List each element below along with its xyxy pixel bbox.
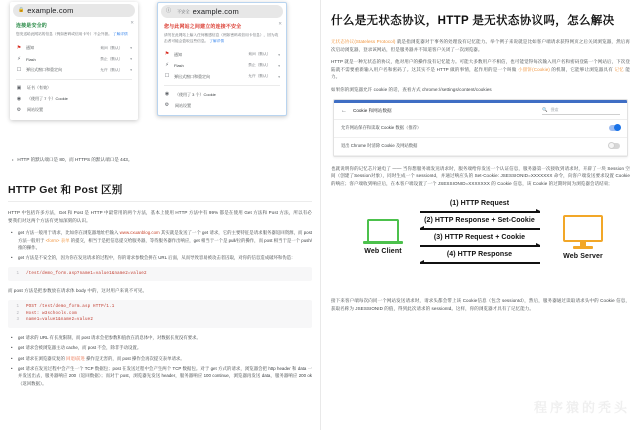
site-info-popup-secure[interactable] (10, 2, 138, 120)
popup-title: 您与此网站之间建立的连接不安全 (164, 24, 242, 30)
list-item (18, 355, 312, 362)
popup-description (16, 32, 132, 38)
popup-title: 连接是安全的 (16, 23, 47, 29)
permission-value: 禁止（默认） (248, 63, 271, 68)
chrome-cookie-settings-panel[interactable] (333, 99, 628, 157)
list-item: • get 方法是不安全的，因为你在发送请求的过程中，你的请求参数会拼在 URL 后面，从而导致容易被攻击者囚取，对你的信息造成破坏和伪造： (18, 254, 312, 261)
chevron-down-icon[interactable]: ▾ (130, 46, 132, 51)
stateless-term: 无状态协议(Stateless Protocol) (331, 39, 396, 44)
site-info-popup-insecure[interactable] (157, 2, 287, 116)
list-item: • get 请求的 URL 有长度限制，而 post 请求会把参数和值放在消息体中，对数据长度没有要求。 (18, 334, 312, 341)
bullet-highlight: 回退/前进 (66, 355, 85, 361)
browser-popup-group (10, 2, 310, 148)
settings-row[interactable] (334, 120, 627, 138)
search-icon: 🔍 (542, 106, 548, 112)
flash-icon: ⚡ (165, 62, 169, 69)
diagram-step-label: (3) HTTP Request + Cookie (433, 234, 526, 242)
port-bullet-text: HTTP 的默认端口是 80，而 HTTPS 的默认端口是 443。 (17, 157, 133, 162)
bullet-prefix: get 方法一般用于请求，比如你在浏览器地址栏输入 (18, 230, 120, 236)
diagram-step (413, 199, 546, 214)
paragraph-sessionid: 接下来客户端每次向同一个网站发送请求时，请求头都会带上该 Cookie信息（包含 sessionId），然后，服务器通过读取请求头中的 Cookie 信息，获取名称为 JSESSIONID 的值，得到此次请求的 sessionId。这样，你的浏览器才具有了记忆能力。 (331, 298, 630, 311)
permission-label: 通知 (174, 51, 182, 57)
permission-row[interactable] (16, 65, 132, 76)
settings-heading: Cookie 和网站数据 (353, 107, 392, 113)
divider (164, 85, 280, 86)
toggle-knob (614, 124, 621, 131)
intro-paragraph: HTTP 中包括许多方法，Get 和 Post 是 HTTP 中最常用的两个方法，基本上使用 HTTP 方法中有 99% 都是在使用 Get 方法和 Post 方法，所以有必要我们对这两个方法有更加深刻的认识。 (8, 210, 312, 223)
popup-body-secure (10, 17, 138, 120)
code-line (14, 271, 306, 278)
permission-label: 弹出式窗口和重定向 (174, 73, 210, 79)
paragraph-settings-url: 如果你的浏览器允许 cookie 的话，查看方式 chrome://settings/content/cookies (331, 86, 492, 92)
chevron-down-icon[interactable]: ▾ (278, 74, 280, 79)
diagram-step-label: (1) HTTP Request (449, 200, 510, 208)
popup-link-label: 网站设置 (175, 102, 191, 108)
popup-link-row[interactable] (16, 94, 132, 105)
section-title: HTTP Get 和 Post 区别 (8, 184, 123, 196)
permission-row[interactable] (16, 54, 132, 65)
web-client-node (361, 219, 405, 255)
popup-description-text: 您发送给此网站的信息（例如密码或信用卡号）不会外泄。 (16, 32, 112, 36)
list-item: • get 请求会被浏览器主动 cache，而 post 不会，除非手动设置。 (18, 344, 312, 351)
code-text: POST /test/demo_form.asp HTTP/1.1 (26, 305, 115, 309)
clear-on-exit-toggle[interactable] (609, 143, 620, 149)
list-item: • get 请求在发送过程中会产生一个 TCP 数据包；post 在发送过程中会产生两个 TCP 数据包。对于 get 方式的请求，浏览器会把 http header 和 data 一并发送出去，服务器响应 200（返回数据）；而对于 post，浏览器先发送 header，服务器响应 100 continue，浏览器再发送 data，服务器响应 200 ok（返回数据）。 (18, 365, 312, 387)
permission-row[interactable] (164, 71, 280, 82)
bullet-mid: 其实就是发送了一个 get 请求，它的主要特征是请求服务器返回资源，而 post 方法一般用于 (18, 230, 312, 243)
code-block-get (8, 267, 312, 282)
popup-description-text: 请勿在此网站上输入任何敏感信息（例如密码或信用卡信息），因为攻击者可能会盗取这些信息。 (164, 33, 279, 43)
permission-row[interactable] (164, 60, 280, 71)
settings-row-label: 退出 Chrome 时清除 Cookie 及网站数据 (341, 143, 418, 149)
paragraph-text-b: 的机制，它能够让浏览器具有 (549, 66, 615, 72)
settings-row-label: 允许网站保存和读取 Cookie 数据（推荐） (341, 125, 422, 131)
omnibox-insecure[interactable] (161, 5, 283, 18)
code-text: name1=value1&name2=value2 (26, 318, 94, 323)
watermark: 程序猿的秃头 (533, 400, 630, 415)
popup-icon: ☐ (164, 73, 170, 80)
divider (16, 79, 132, 80)
right-column (320, 0, 640, 430)
paragraph-text: 就是指浏览器对于事务的处理没有记忆能力。举个例子来说就是比如客户端请求获得网页之后关闭浏览器，然后再次启动浏览器，登录该网站，但是服务器并不知道客户关闭了一次浏览器。 (331, 39, 631, 52)
permission-row[interactable] (164, 49, 280, 60)
inline-code: <form> (45, 237, 60, 243)
popup-description (164, 33, 280, 44)
lock-icon: 🔒 (18, 7, 25, 13)
paragraph-cookie (331, 58, 630, 81)
permission-row[interactable] (16, 43, 132, 54)
chevron-down-icon[interactable]: ▾ (278, 63, 280, 68)
popup-link-label: 证书（有效） (27, 85, 51, 91)
permission-label: 通知 (26, 45, 34, 51)
gear-icon: ⚙ (164, 102, 170, 109)
bullet-suffix: 操作是无害的，而 post 操作会再次提交表单请求。 (84, 355, 185, 361)
http-cookie-sequence-diagram (331, 193, 630, 289)
arrow-left (420, 260, 540, 265)
gear-icon: ⚙ (16, 106, 22, 113)
popup-link-label: （使用了 7 个）Cookie (27, 96, 68, 102)
code-text: /test/demo_form.asp?name1=value1&name2=value2 (26, 271, 147, 276)
line-number: 3 (16, 318, 19, 323)
close-icon[interactable]: ✕ (278, 21, 282, 26)
port-bullet (12, 156, 320, 164)
permission-value: 允许（默认） (248, 74, 271, 79)
learn-more-link[interactable]: 了解详情 (112, 32, 128, 36)
memory-term: 记忆 (614, 66, 624, 72)
diagram-step-label: (4) HTTP Response (446, 251, 513, 259)
bullet-list-bottom (8, 334, 312, 387)
inline-link[interactable]: www.cxuanblog.com (119, 230, 160, 236)
arrow-right (420, 243, 540, 248)
diagram-step (413, 233, 546, 248)
cookie-icon: ◉ (16, 95, 22, 102)
bullet-prefix: get 请求在浏览器反复的 (18, 355, 67, 361)
arrow-right (420, 209, 540, 214)
omnibox-warning: 不安全 (177, 8, 190, 14)
omnibox-host: example.com (27, 6, 74, 15)
post-note: 而 post 方法是把参数放在请求体 body 中的，这对用户来说不可见。 (8, 288, 148, 294)
line-number: 1 (16, 271, 19, 276)
back-arrow-icon[interactable]: ← (341, 107, 347, 114)
popup-link-label: （使用了 3 个）Cookie (175, 91, 216, 97)
diagram-flow (413, 199, 546, 267)
divider (8, 201, 312, 202)
popup-link-row[interactable] (16, 83, 132, 94)
cookie-icon: ◉ (164, 91, 170, 98)
permission-value: 询问（默认） (100, 45, 123, 50)
omnibox-secure[interactable] (13, 4, 135, 17)
chevron-down-icon[interactable]: ▾ (130, 57, 132, 62)
page-title: 什么是无状态协议，HTTP 是无状态协议吗，怎么解决 (331, 15, 615, 27)
permission-value: 允许（默认） (100, 67, 123, 72)
info-circle-icon: ⓘ (166, 8, 172, 14)
laptop-icon (367, 219, 399, 241)
left-body (0, 209, 320, 387)
popup-link-label: 网站设置 (27, 107, 43, 113)
paragraph-stateless (331, 38, 630, 53)
allow-cookies-toggle[interactable] (609, 125, 620, 131)
bullet-list-top (8, 229, 312, 262)
laptop-base (363, 241, 403, 244)
web-client-label: Web Client (364, 247, 402, 255)
monitor-icon (563, 215, 603, 242)
code-block-post (8, 300, 312, 328)
web-server-node (554, 215, 612, 260)
settings-header (334, 103, 627, 120)
toggle-knob (608, 142, 615, 149)
paragraph-text-c: 能力。 (331, 66, 630, 80)
certificate-icon: ▣ (16, 84, 22, 91)
flash-icon: ⚡ (17, 55, 21, 62)
line-number: 2 (16, 311, 19, 316)
settings-search[interactable] (542, 107, 620, 115)
inline-code-2: 表单 (59, 237, 70, 243)
popup-link-row[interactable] (164, 100, 280, 111)
search-input[interactable]: 搜索 (550, 106, 559, 112)
permission-value: 禁止（默认） (100, 56, 123, 61)
permission-label: Flash (174, 63, 184, 69)
web-server-label: Web Server (563, 252, 603, 260)
notification-icon: ⚑ (164, 51, 170, 58)
diagram-step (413, 216, 546, 231)
right-body (321, 38, 640, 313)
list-item (18, 229, 312, 251)
line-number: 1 (16, 305, 19, 309)
paragraph-text-a: HTTP 就是一种无状态的协议，他对用户的操作没有记忆能力。可能大多数用户不相信，也可能觉得每次输入用户名和密码登陆一个网站后，下次登陆就不需要重新输入用户名和密码了。这其实不是 HTTP 做的事情，起作用的是一个叫做 (331, 59, 630, 72)
code-line (14, 304, 306, 311)
monitor-base (573, 246, 593, 249)
learn-more-link[interactable]: 了解详情 (209, 38, 225, 43)
permission-value: 询问（默认） (248, 52, 271, 57)
chevron-down-icon[interactable]: ▾ (278, 52, 280, 57)
diagram-step-label: (2) HTTP Response + Set-Cookie (424, 217, 535, 225)
popup-link-row[interactable] (16, 105, 132, 116)
popup-body-insecure (158, 18, 286, 115)
settings-row[interactable] (334, 138, 627, 156)
chevron-down-icon[interactable]: ▾ (130, 68, 132, 73)
diagram-step (413, 250, 546, 265)
bullet-dot: • (12, 157, 14, 162)
code-text: Host: w3schools.com (26, 311, 77, 316)
arrow-left (420, 226, 540, 231)
permission-label: 弹出式窗口和重定向 (26, 67, 62, 73)
popup-icon: ☐ (16, 66, 22, 73)
paragraph-session: 也就说明你的记忆芯片通电了 —— 当你想服务端发送请求时，服务端给你发送一个认证信息，服务器第一次接收到请求时，开辟了一块 Session 空间（创建了Session对象），同时生成一个 sessionId，并通过响应头的 Set-Cookie: JSESSIONID=XXXXXXX 命令，向客户端发送要求设置 Cookie 的响应；客户端收到响应后，在本客户端设置了一个 JSESSIONID=XXXXXXX 的 Cookie 信息，该 Cookie 的过期时间为浏览器会话结束; (331, 165, 630, 186)
bullet-suffix: 的提交，相当于是把信息提交给服务器，等待服务器作出响应，get 相当于一个是 pull/拉的操作，而 post 相当于是一个 push/推的操作。 (18, 237, 313, 250)
code-line (14, 317, 306, 324)
permission-label: Flash (26, 56, 36, 62)
close-icon[interactable]: ✕ (130, 20, 134, 25)
popup-link-row[interactable] (164, 89, 280, 100)
code-line (14, 311, 306, 318)
cookie-term: 小甜饼(Cookie) (517, 66, 550, 72)
notification-icon: ⚑ (16, 44, 22, 51)
omnibox-host: example.com (192, 7, 239, 16)
